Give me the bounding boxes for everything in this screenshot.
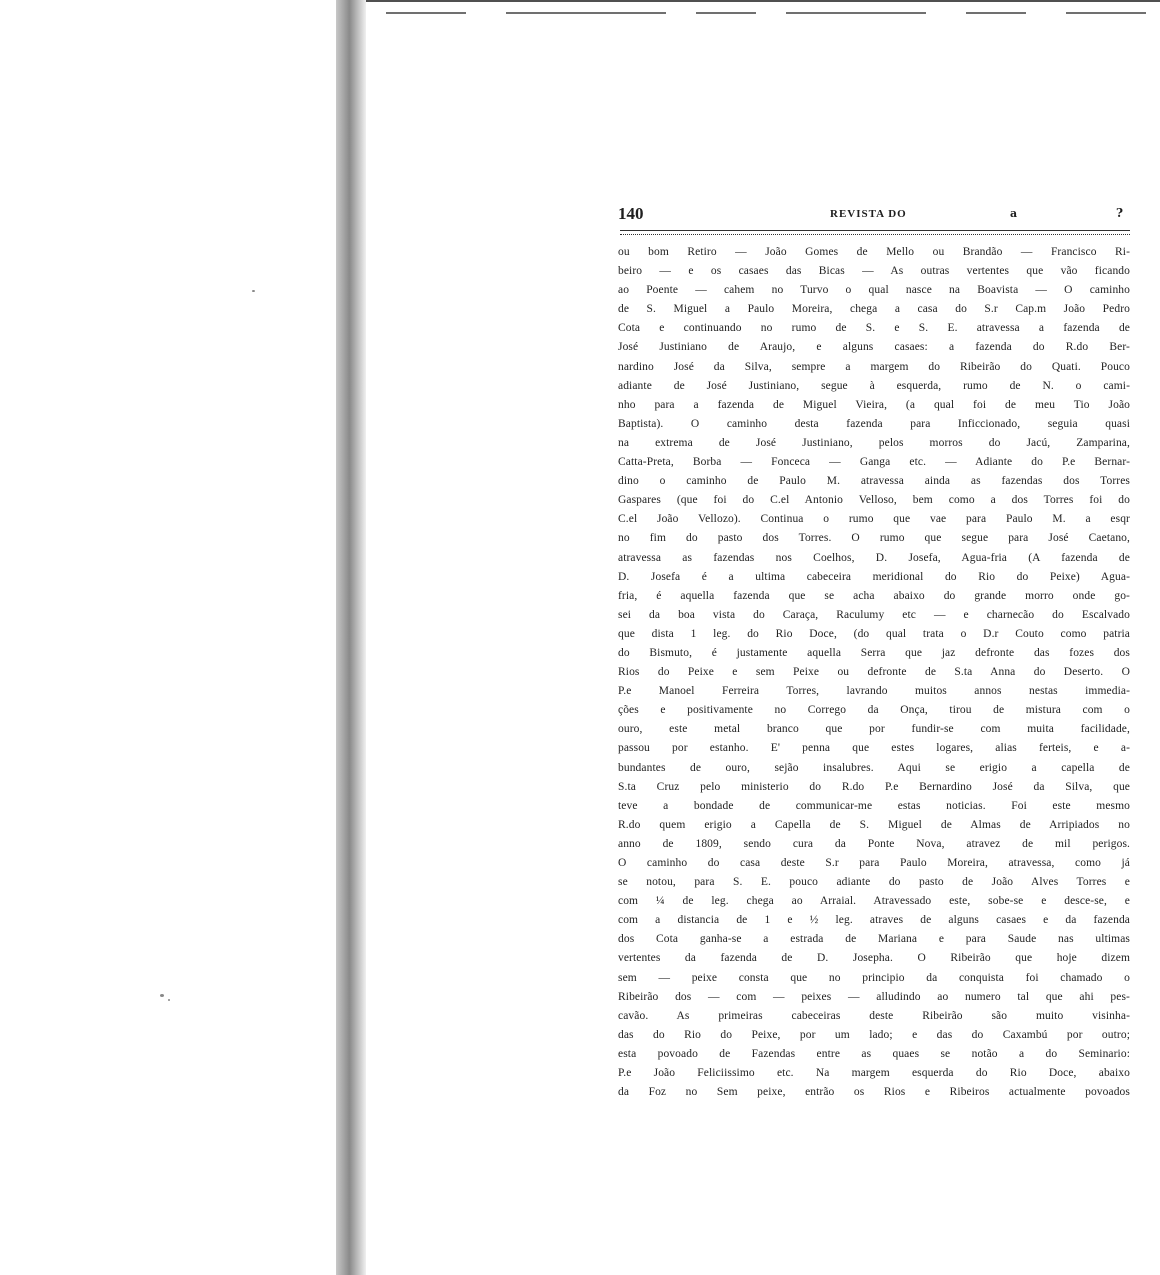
text-line: na extrema de José Justiniano, pelos morros do Jacú, Zamparina,: [618, 436, 1130, 449]
edge-dash: [506, 12, 666, 14]
paper-speck: [168, 999, 170, 1001]
text-line: P.e Manoel Ferreira Torres, lavrando muitos annos nestas immedia-: [618, 685, 1130, 698]
text-line: das do Rio do Peixe, por um lado; e das do Caxambú por outro;: [618, 1028, 1130, 1041]
edge-dash: [386, 12, 466, 14]
text-line: fria, é aquella fazenda que se acha abaixo do grande morro onde go-: [618, 589, 1130, 602]
paper-speck: [252, 290, 255, 292]
text-line: Baptista). O caminho desta fazenda para Inficcionado, seguia quasi: [618, 417, 1130, 430]
text-line: Ribeirão dos — com — peixes — alludindo ao numero tal que ahi pes-: [618, 990, 1130, 1003]
body-text: [618, 243, 1130, 1102]
text-line: S.ta Cruz pelo ministerio do R.do P.e Bernardino José da Silva, que: [618, 780, 1130, 793]
edge-dash: [1066, 12, 1146, 14]
edge-dash: [696, 12, 756, 14]
text-line: com ¼ de leg. chega ao Arraial. Atravessado este, sobe-se e desce-se, e: [618, 895, 1130, 908]
text-line: José Justiniano de Araujo, e alguns casaes: a fazenda do R.do Ber-: [618, 341, 1130, 354]
text-line: com a distancia de 1 e ½ leg. atraves de alguns casaes e da fazenda: [618, 914, 1130, 927]
paper-speck: [160, 994, 164, 997]
header-mark: a: [1010, 207, 1018, 220]
text-line: D. Josefa é a ultima cabeceira meridional do Rio do Peixe) Agua-: [618, 570, 1130, 583]
edge-dash: [786, 12, 926, 14]
book-spine-shadow: [336, 0, 366, 1275]
page-header: [618, 204, 1130, 228]
text-line: P.e João Feliciissimo etc. Na margem esquerda do Rio Doce, abaixo: [618, 1067, 1130, 1080]
text-line: bundantes de ouro, sejão insalubres. Aqui se erigio a capella de: [618, 761, 1130, 774]
text-line: sei da boa vista do Caraça, Raculumy etc — e charnecão do Escalvado: [618, 608, 1130, 621]
text-line: atravessa as fazendas nos Coelhos, D. Josefa, Agua-fria (A fazenda de: [618, 551, 1130, 564]
text-line: nho para a fazenda de Miguel Vieira, (a qual foi de meu Tio João: [618, 398, 1130, 411]
text-line: de S. Miguel a Paulo Moreira, chega a casa do S.r Cap.m João Pedro: [618, 303, 1130, 316]
text-line: anno de 1809, sendo cura da Ponte Nova, atravez de mil perigos.: [618, 837, 1130, 850]
text-line: Gaspares (que foi do C.el Antonio Velloso, bem como a dos Torres foi do: [618, 494, 1130, 507]
text-line: dos Cota ganha-se a estrada de Mariana e para Saude nas ultimas: [618, 933, 1130, 946]
text-line: R.do quem erigio a Capella de S. Miguel de Almas de Arripiados no: [618, 818, 1130, 831]
text-line: O caminho do casa deste S.r para Paulo Moreira, atravessa, como já: [618, 857, 1130, 869]
text-line: dino o caminho de Paulo M. atravessa ainda as fazendas dos Torres: [618, 475, 1130, 488]
text-line: sem — peixe consta que no principio da conquista foi chamado o: [618, 971, 1130, 984]
text-line: passou por estanho. E' penna que estes logares, alias ferteis, e a-: [618, 742, 1130, 755]
text-line: ou bom Retiro — João Gomes de Mello ou Brandão — Francisco Ri-: [618, 246, 1130, 258]
text-line: adiante de José Justiniano, segue à esquerda, rumo de N. o cami-: [618, 379, 1130, 392]
text-line: esta povoado de Fazendas entre as quaes se notão a do Seminario:: [618, 1047, 1130, 1060]
text-line: ao Poente — cahem no Turvo o qual nasce na Boavista — O caminho: [618, 284, 1130, 297]
text-line: Rios do Peixe e sem Peixe ou defronte de S.ta Anna do Deserto. O: [618, 666, 1130, 679]
text-line: cavão. As primeiras cabeceiras deste Ribeirão são muito visinha-: [618, 1009, 1130, 1022]
header-rule: [620, 230, 1130, 235]
page-number: 140: [618, 204, 644, 223]
text-line: teve a bondade de communicar-me estas noticias. Foi este mesmo: [618, 799, 1130, 812]
text-line: nardino José da Silva, sempre a margem do Ribeirão do Quati. Pouco: [618, 360, 1130, 373]
edge-dash: [966, 12, 1026, 14]
text-line: no fim do pasto dos Torres. O rumo que segue para José Caetano,: [618, 532, 1130, 545]
text-line: Catta-Preta, Borba — Fonceca — Ganga etc. — Adiante do P.e Bernar-: [618, 456, 1130, 469]
text-line: beiro — e os casaes das Bicas — As outras vertentes que vão ficando: [618, 265, 1130, 278]
text-line: C.el João Vellozo). Continua o rumo que vae para Paulo M. a esqr: [618, 513, 1130, 526]
text-line: vertentes da fazenda de D. Josepha. O Ribeirão que hoje dizem: [618, 952, 1130, 965]
text-line: do Bismuto, é justamente aquella Serra que jaz defronte das fozes dos: [618, 646, 1130, 659]
text-line: que dista 1 leg. do Rio Doce, (do qual trata o D.r Couto como patria: [618, 627, 1130, 640]
text-line: se notou, para S. E. pouco adiante do pasto de João Alves Torres e: [618, 876, 1130, 889]
text-line: Cota e continuando no rumo de S. e S. E. atravessa a fazenda de: [618, 322, 1130, 335]
text-line: ouro, este metal branco que por fundir-se com muita facilidade,: [618, 723, 1130, 736]
text-line: ções e positivamente no Corrego da Onça, tirou de mistura com o: [618, 704, 1130, 717]
text-line: da Foz no Sem peixe, entrão os Rios e Ribeiros actualmente povoados: [618, 1086, 1130, 1099]
top-page-edge: [366, 0, 1160, 24]
header-mark: ?: [1116, 206, 1124, 220]
left-blank-page: [0, 0, 336, 1275]
running-title: REVISTA DO: [830, 208, 907, 220]
